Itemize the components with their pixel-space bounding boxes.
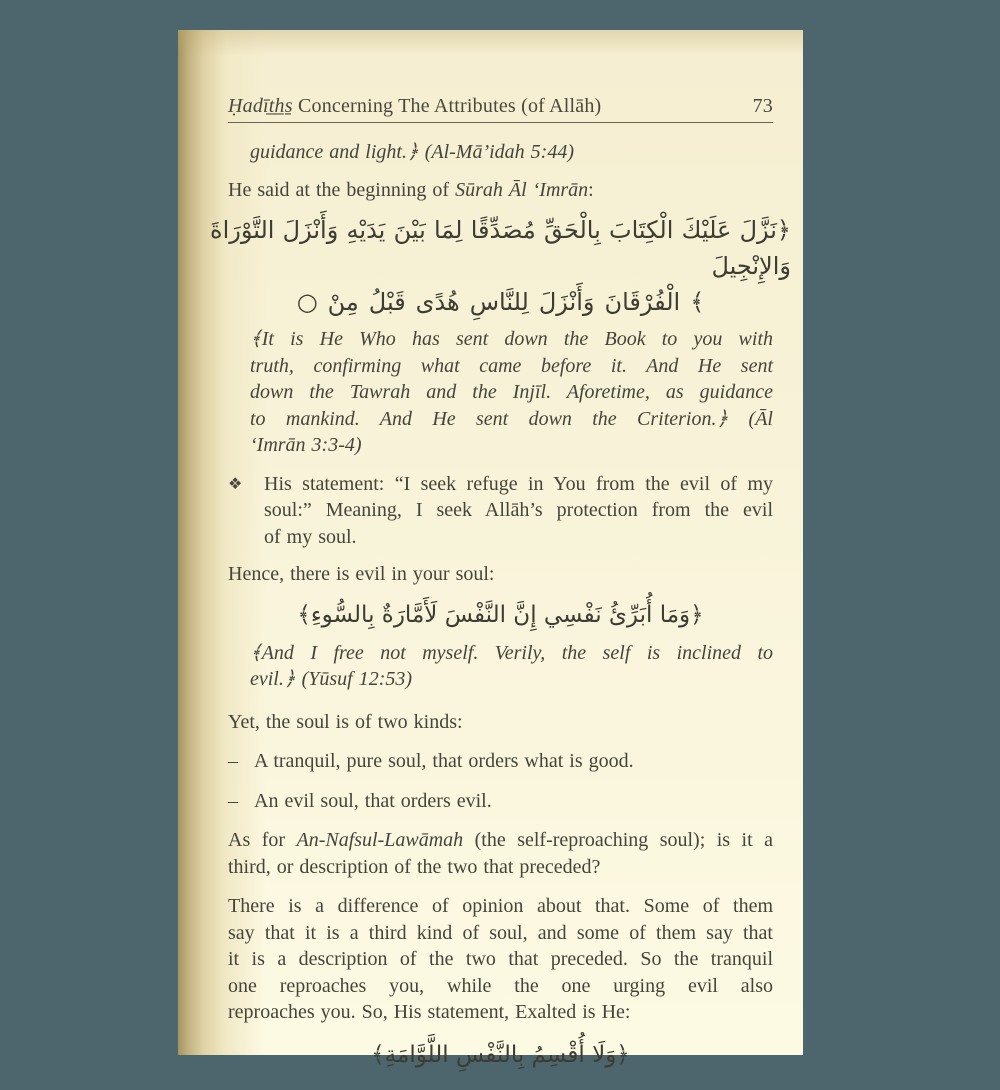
quran-arabic-imran-line1: ﴿نَزَّلَ عَلَيْكَ الْكِتَابَ بِالْحَقِّ مُصَدِّقًا لِمَا بَيْنَ يَدَيْهِ وَأَنْزَلَ التَّوْرَاةَ وَالإِنْجِيلَ [210, 216, 791, 280]
opinion-line: reproaches you. So, His statement, Exalted is He: [228, 1001, 631, 1023]
arabic-word: هُدًى [415, 288, 460, 316]
translation-line: truth, confirming what came before it. And He sent [250, 354, 773, 377]
translation-line: ‘Imrān 3:3-4) [250, 434, 362, 456]
bullet-line: His statement: “I seek refuge in You from the evil of my [264, 472, 773, 495]
opinion-line: one reproaches you, while the one urging evil also [228, 974, 773, 997]
asfor-post: (the self-reproaching soul); is it a [463, 829, 773, 851]
quran-arabic-yusuf: ﴿وَمَا أُبَرِّئُ نَفْسِي إِنَّ النَّفْسَ لَأَمَّارَةٌ بِالسُّوءِ﴾ [297, 601, 704, 628]
paragraph-two-kinds: Yet, the soul is of two kinds: [228, 710, 463, 733]
quran-reference-maidah: guidance and light.﴿ (Al-Mā’idah 5:44) [250, 141, 574, 163]
quran-arabic-imran-line2 [228, 284, 773, 320]
list-item-text: A tranquil, pure soul, that orders what is good. [254, 750, 634, 772]
imran-intro-pre: He said at the beginning of [228, 178, 456, 201]
header-rule [228, 122, 773, 123]
paragraph-asfor [228, 827, 773, 880]
paragraph-imran-intro [228, 177, 773, 204]
bullet-point-text [264, 471, 773, 551]
opinion-line: it is a description of the two that preceded. So the tranquil [228, 948, 773, 970]
list-item-tranquil-soul [228, 748, 773, 775]
page-number: 73 [752, 95, 773, 117]
arabic-word: الْفُرْقَانَ [604, 288, 681, 316]
arabic-word: لِلنَّاسِ [469, 288, 529, 316]
arabic-word: مِنْ [327, 288, 359, 316]
translation-line: down the Tawrah and the Injīl. Aforetime, as guidance [250, 381, 773, 403]
translation-line: evil.﴿ (Yūsuf 12:53) [250, 668, 413, 690]
translation-line: to mankind. And He sent down the Criterion.﴿ (Āl [250, 407, 773, 430]
chapter-title [228, 94, 601, 119]
dash-icon: – [228, 750, 238, 772]
quran-arabic-imran [210, 212, 791, 320]
running-header [228, 94, 773, 119]
opinion-line: say that it is a third kind of soul, and some of them say that [228, 921, 773, 944]
dash-icon: – [228, 789, 238, 812]
book-page [178, 30, 803, 1068]
asfor-line1 [228, 827, 773, 854]
imran-intro-surah-name: Sūrah Āl ‘Imrān [455, 178, 589, 201]
paragraph-hence: Hence, there is evil in your soul: [228, 563, 495, 585]
translation-line: ﴾And I free not myself. Verily, the self is inclined to [250, 641, 773, 664]
arabic-word: قَبْلُ [368, 288, 406, 316]
chapter-title-rest: Concerning The Attributes (of Allāh) [292, 95, 602, 117]
diamond-bullet-icon: ❖ [228, 473, 243, 493]
asfor-pre: As for [228, 829, 297, 851]
list-item-text: An evil soul, that orders evil. [254, 789, 492, 812]
bullet-point-statement [228, 471, 773, 551]
quran-translation-yusuf [228, 640, 773, 693]
bullet-line: soul:” Meaning, I seek Allāh’s protection from the evil [264, 499, 773, 521]
list-item-evil-soul [228, 788, 773, 815]
bullet-line: of my soul. [264, 525, 357, 548]
imran-intro-post: : [588, 178, 594, 201]
arabic-word: وَأَنْزَلَ [538, 288, 595, 316]
asfor-term: An-Nafsul-Lawāmah [296, 829, 464, 851]
arabic-word: ○ [296, 288, 318, 316]
quran-translation-imran [228, 326, 773, 459]
paragraph-opinion [228, 893, 773, 1026]
opinion-line: There is a difference of opinion about that. Some of them [228, 895, 773, 917]
quran-arabic-lawwamah: ﴿وَلَا أُقْسِمُ بِالنَّفْسِ اللَّوَّامَةِ﴾ [371, 1041, 630, 1068]
arabic-word: ﴾ [690, 288, 705, 316]
translation-line: ﴾It is He Who has sent down the Book to you with [250, 328, 773, 350]
asfor-line2: third, or description of the two that preceded? [228, 855, 601, 878]
chapter-title-lead: Ḥadīt̲h̲s̱ [228, 95, 293, 117]
